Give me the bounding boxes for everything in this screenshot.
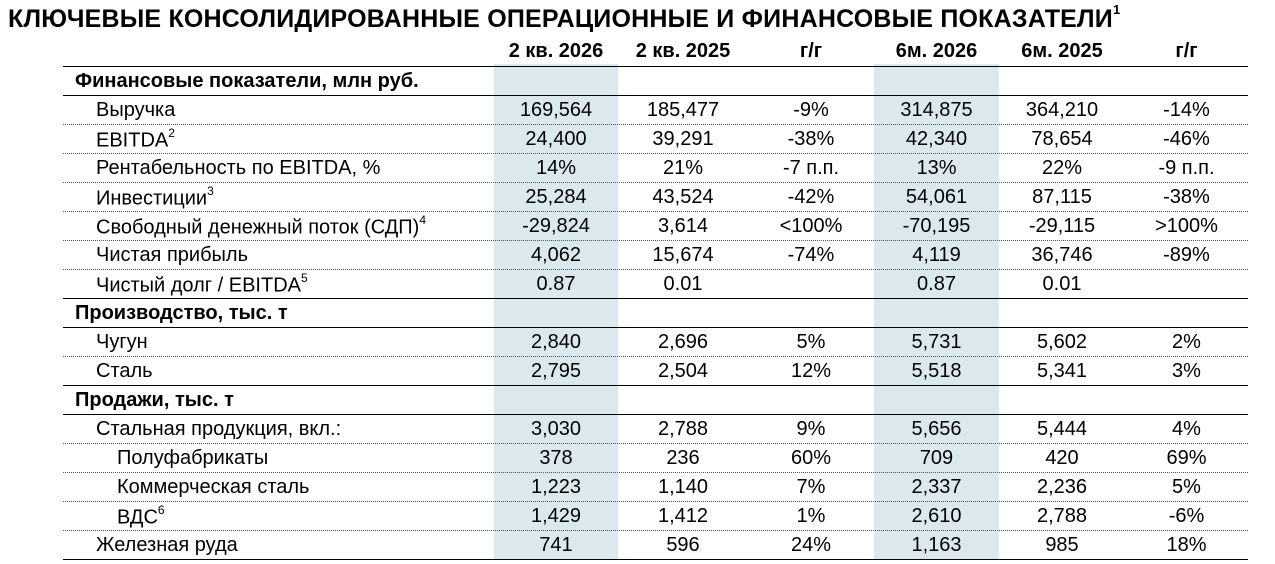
table-row [0, 124, 1275, 153]
table-cell: 5,341 [1036, 360, 1088, 382]
table-cell: -70,195 [902, 215, 971, 237]
table-row [0, 327, 1275, 356]
table-cell: 1,140 [657, 476, 709, 498]
footnote-marker: 1 [1112, 1, 1121, 17]
table-cell: -29,115 [1028, 215, 1096, 237]
table-cell: 39,291 [652, 128, 714, 150]
table-cell: 3,614 [657, 215, 709, 237]
table-cell: 3% [1172, 360, 1201, 382]
column-header: г/г [799, 40, 823, 62]
table-row [0, 443, 1275, 472]
table-cell: 2,795 [530, 360, 582, 382]
table-cell: -38% [787, 128, 835, 150]
table-cell: 2,236 [1036, 476, 1088, 498]
table-cell: 36,746 [1031, 244, 1093, 266]
table-cell: -7 п.п. [782, 157, 840, 179]
section-title: Финансовые показатели, млн руб. [75, 70, 419, 92]
table-cell: 4,062 [530, 244, 582, 266]
column-header: 2 кв. 2025 [635, 40, 731, 62]
table-cell: 1,412 [657, 505, 709, 527]
table-cell: 54,061 [905, 186, 968, 208]
table-cell: -38% [1163, 186, 1210, 208]
table-cell: 378 [539, 447, 573, 469]
table-cell: 236 [666, 447, 700, 469]
table-cell: 0.87 [917, 273, 956, 295]
table-row [0, 153, 1275, 182]
table-cell: 24,400 [525, 128, 587, 150]
table-cell: 87,115 [1032, 186, 1092, 208]
table-cell: 14% [535, 157, 577, 179]
row-label [96, 273, 308, 298]
table-cell: 42,340 [905, 128, 968, 150]
table-cell: 5,518 [911, 360, 962, 382]
row-label [96, 360, 153, 383]
row-label-text: Рентабельность по EBITDA, % [96, 157, 381, 179]
table-cell: 2,504 [657, 360, 709, 382]
row-label-text: Чистый долг / EBITDA [96, 274, 301, 297]
table-cell: 1,163 [911, 534, 962, 556]
table-cell: 15,674 [652, 244, 714, 266]
row-label [117, 505, 165, 530]
row-label [96, 418, 341, 441]
row-label-text: Инвестиции [96, 187, 208, 210]
table-cell: 364,210 [1025, 99, 1099, 121]
table-row [0, 356, 1275, 385]
table-cell: 185,477 [646, 99, 720, 121]
table-cell: -14% [1163, 99, 1210, 121]
table-cell: <100% [779, 215, 843, 237]
section-row [0, 298, 1275, 327]
section-title: Производство, тыс. т [75, 302, 288, 324]
table-row [0, 182, 1275, 211]
table-cell: 985 [1045, 534, 1079, 556]
table-row [0, 269, 1275, 298]
column-header: 6м. 2026 [895, 40, 978, 62]
section-title: Продажи, тыс. т [75, 389, 234, 411]
footnote-marker: 3 [207, 184, 214, 198]
section-divider [63, 559, 1248, 560]
table-cell: 2,788 [657, 418, 709, 440]
table-cell: 0.01 [663, 273, 703, 295]
table-cell: 5,602 [1036, 331, 1088, 353]
table-cell: 2,788 [1036, 505, 1088, 527]
table-cell: 0.01 [1042, 273, 1082, 295]
table-cell: -42% [787, 186, 835, 208]
table-cell: 7% [796, 476, 826, 498]
table-cell: 2,696 [657, 331, 709, 353]
table-cell: 1% [796, 505, 826, 527]
table-cell: >100% [1155, 215, 1218, 237]
row-label [96, 157, 380, 180]
table-cell: 43,524 [652, 186, 714, 208]
row-label-text: Свободный денежный поток (СДП) [96, 216, 420, 239]
table-cell: 709 [919, 447, 954, 469]
table-cell: 5% [1172, 476, 1201, 498]
table-cell: 5,656 [911, 418, 962, 440]
table-cell: -89% [1163, 244, 1210, 266]
table-cell: 2,840 [530, 331, 582, 353]
table-cell: -6% [1168, 505, 1205, 527]
row-label [96, 186, 214, 211]
table-row [0, 95, 1275, 124]
row-label-text: Чистая прибыль [96, 244, 248, 266]
table-cell: 18% [1166, 534, 1207, 556]
table-cell: 1,429 [530, 505, 582, 527]
row-label-text: Стальная продукция, вкл.: [96, 418, 342, 440]
table-cell: 12% [790, 360, 832, 382]
table-cell: 60% [790, 447, 832, 469]
table-row [0, 530, 1275, 559]
table-cell: 596 [666, 534, 700, 556]
table-cell: 5,731 [911, 331, 962, 353]
table-cell: 13% [916, 157, 957, 179]
row-label-text: Коммерческая сталь [117, 476, 310, 498]
row-label [117, 476, 309, 499]
table-cell: 420 [1045, 447, 1079, 469]
table-cell: 78,654 [1031, 128, 1093, 150]
table-cell: 2,337 [911, 476, 962, 498]
row-label-text: Чугун [96, 331, 148, 353]
table-cell: 4% [1172, 418, 1201, 440]
column-header: 6м. 2025 [1021, 40, 1103, 62]
row-label [117, 447, 268, 470]
row-label [96, 534, 238, 557]
footnote-marker: 6 [157, 503, 165, 517]
table-cell: 25,284 [525, 186, 587, 208]
footnote-marker: 4 [419, 213, 426, 227]
footnote-marker: 5 [301, 271, 308, 285]
table-cell: 3,030 [530, 418, 582, 440]
column-header: г/г [1175, 40, 1198, 62]
table-cell: -29,824 [522, 215, 590, 237]
table-row [0, 472, 1275, 501]
row-label-text: EBITDA [96, 129, 169, 152]
table-cell: 4,119 [912, 244, 961, 266]
section-row [0, 66, 1275, 95]
row-label [96, 128, 175, 153]
row-label-text: Железная руда [96, 534, 238, 556]
table-cell: 69% [1166, 447, 1207, 469]
table-cell: 22% [1041, 157, 1083, 179]
table-cell: 741 [539, 534, 573, 556]
row-label [96, 215, 426, 240]
table-row [0, 501, 1275, 530]
table-cell: 5,444 [1036, 418, 1088, 440]
page-title: КЛЮЧЕВЫЕ КОНСОЛИДИРОВАННЫЕ ОПЕРАЦИОННЫЕ И ФИНАНСОВЫЕ ПОКАЗАТЕЛИ$^1$ [8, 1, 1121, 33]
table-row [0, 211, 1275, 240]
footnote-marker: 2 [168, 126, 175, 140]
row-label [96, 244, 248, 267]
table-cell: -74% [787, 244, 835, 266]
table-cell: 1,223 [530, 476, 582, 498]
table-cell: 9% [796, 418, 826, 440]
row-label-text: Полуфабрикаты [117, 447, 269, 469]
table-cell: -46% [1163, 128, 1210, 150]
table-cell: 2,610 [911, 505, 962, 527]
row-label-text: Сталь [96, 360, 153, 382]
table-cell: 2% [1172, 331, 1201, 353]
table-row [0, 414, 1275, 443]
table-cell: 24% [790, 534, 832, 556]
table-cell: 21% [662, 157, 704, 179]
row-label-text: Выручка [96, 99, 176, 121]
section-row [0, 385, 1275, 414]
table-cell: 0.87 [536, 273, 576, 295]
column-header: 2 кв. 2026 [508, 40, 604, 62]
table-cell: 314,875 [900, 99, 973, 121]
table-cell: -9 п.п. [1158, 157, 1215, 179]
row-label [96, 99, 175, 122]
table-cell: 5% [796, 331, 826, 353]
table-cell: -9% [793, 99, 829, 121]
table-cell: 169,564 [519, 99, 593, 121]
row-label [96, 331, 148, 354]
table-row [0, 240, 1275, 269]
row-label-text: ВДС [117, 506, 158, 529]
